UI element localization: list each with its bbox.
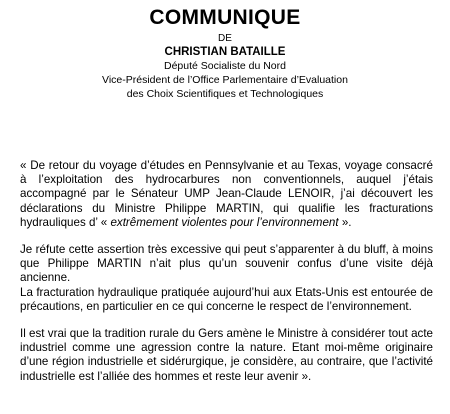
letterhead	[0, 6, 450, 101]
paragraph-3: La fracturation hydraulique pratiquée aujourd’hui aux Etats-Unis est entourée de précautions, en particulier en ce qui concerne le respect de l’environnement.	[20, 285, 433, 313]
paragraph-1-text: « De retour du voyage d’études en Pennsylvanie et au Texas, voyage consacré à l’exploitation des hydrocarbures non conventionnels, auquel j’étais accompagné par le Sénateur UMP Jean-Claude LENOIR, j’ai découvert les déclarations du Ministre Philippe MARTIN, qui qualifie les fracturations hydrauliques d’ «	[20, 159, 433, 229]
preposition-de: DE	[218, 33, 232, 44]
paragraph-1	[20, 159, 433, 230]
spacer	[20, 230, 433, 243]
spacer	[20, 314, 433, 327]
paragraph-2: Je réfute cette assertion très excessive qui peut s’apparenter à du bluff, à moins que Philippe MARTIN n’ait plus qu’un souvenir confus d’une visite déjà ancienne.	[20, 243, 433, 285]
author-name: CHRISTIAN BATAILLE	[164, 46, 286, 58]
document-title: COMMUNIQUE	[149, 6, 301, 29]
communique-body	[20, 159, 433, 384]
paragraph-4: Il est vrai que la tradition rurale du Gers amène le Ministre à considérer tout acte industriel comme une agression contre la nature. Etant moi-même originaire d’une région industrielle et sidérurgique, je considère, au contraire, que l’activité industrielle est l’alliée des hommes et reste leur avenir ».	[20, 327, 433, 383]
author-role-3: des Choix Scientifiques et Technologiques	[126, 88, 324, 100]
author-role-2: Vice-Président de l’Office Parlementaire d’Evaluation	[102, 74, 348, 86]
quoted-statement: extrêmement violentes pour l’environnement	[110, 215, 339, 229]
paragraph-1-end: ».	[338, 215, 352, 229]
author-role-1: Député Socialiste du Nord	[164, 60, 286, 72]
